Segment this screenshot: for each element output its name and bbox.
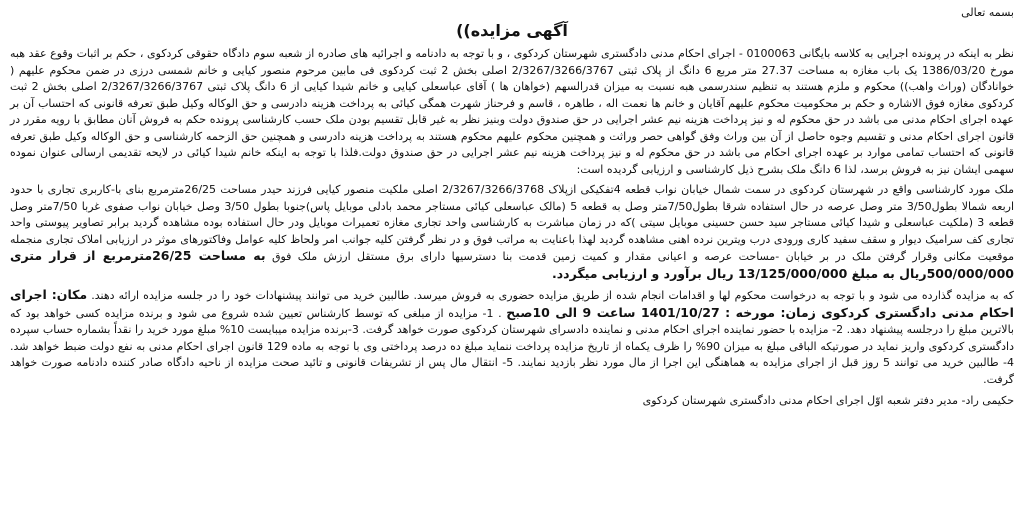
property-description-text: ملک مورد کارشناسی واقع در شهرستان کردکوی در سمت شمال خیابان نواب قطعه 4تفکیکی ازپلاک 2/3267/3266/3768 اصلی ملکیت منصور کیایی فرزند حیدر مساحت 26/25مترمربع بنای با-کاربری تجاری با حدود اربعه شمالا بطول3/50 متر وصل عرصه در حال استفاده شرقا بطول7/50متر وصل به قطعه 5 (مالک عباسعلی کیائی مستاجر محمد بادلی موبایل پاس)جنوبا بطول 3/50 وصل خیابان نواب صفوی غربا 7/50متر وصل قطعه 3 (ملکیت عباسعلی و شیدا کیائی مستاجر سید حسن حسینی موبایل سیتی )که در زمان مباشرت به کارشناسی واحد تجاری مغازه تعمیرات موبایل ودر حال استفاده بوده مشاهده گردید برابر تصاویر پیوستی واحد تجاری کف سرامیک دیوار و سقف سفید کاری ورودی درب ویترین نرده اهنی مشاهده گردید لهذا باعنایت به مراتب فوق و در نظر گرفتن کلیه جوانب امر ولحاظ کلیه عوامل وفاکتورهای موثر در ارزیابی املاک تجاری منجمله موقعیت مکانی وقرار گرفتن ملک در بر خیابان -مساحت عرصه و اعیانی مقدار و کمیت زمین قدمت بنا دسترسیها دارای برق مستقل ارزش ملک فوق به مساحت 26/25مترمربع از قرار متری 500/000/000ریال به مبلغ 13/125/000/000 ریال برآورد و ارزیابی میگردد.: [10, 183, 1015, 281]
valuation-emphasis: به مساحت 26/25مترمربع از قرار متری 500/000/000ریال به مبلغ 13/125/000/000 ریال برآورد و ارزیابی میگردد.: [10, 248, 1014, 281]
bismillah-line: بسمه تعالی: [961, 6, 1014, 19]
case-paragraph: نظر به اینکه در پرونده اجرایی به کلاسه بایگانی 0100063 - اجرای احکام مدنی دادگستری شهرستان کردکوی ، و با توجه به دادنامه و اجرائیه های صادره از شعبه سوم دادگاه حقوقی کردکوی ، حکم بر اثبات وقوع عقد هبه مورخ 1386/03/20 یک باب مغازه به مساحت 27.37 متر مربع 6 دانگ از پلاک ثبتی 2/3267/3266/3767 اصلی بخش 2 ثبت کردکوی فی مابین مرحوم منصور کیایی و خانم شمسی درزی در ضمن محکوم علیهم ( خوانادگان (وراث واهب)) محکوم و ملزم هستند به تنظیم سندرسمی هبه نسبت به میزان قدرالسهم (خواهان ها ) آقای عباسعلی کیایی و خانم شیدا کیایی از 6 دانگ پلاک ثبتی 2/3267/3266/3767 اصلی بخش 2 ثبت کردکوی مغازه فوق الاشاره و حکم بر محکومیت محکوم علیهم آقایان و خانم ها نعمت اله ، طاهره ، قاسم و فرحناز شهرت همگی کیائی به پرداخت هزینه دادرسی و حق الوکاله وکیل طبق تعرفه قانونی که احتساب آن بر عهده اجرای احکام مدنی می باشد در حق محکوم له و نیز پرداخت هزینه نیم عشر اجرایی در حق صندوق دولت وبنیز نظر به غیر قابل تقسیم بودن ملک حسب کارشناسی پرونده حکم به فروش آنان مطابق با رویه مقرر در قانون اجرای احکام مدنی و تقسیم وجوه حاصل از آن بین وراث وفق گواهی حصر وراثت و همچنین محکوم علیهم محکوم هستند به پرداخت هزینه دادرسی و همچنین حق الزحمه کارشناسی و حق الوکاله وکیل طبق تعرفه قانونی که احتساب تمامی موارد بر عهده اجرای احکام می باشد در حق محکوم له و نیز پرداخت هزینه نیم عشر اجرایی در حق صندوق دولت.فلذا با توجه به اینکه خانم شیدا کیائی در لایحه تقدیمی ارسالی عنوان نموده سهمی ایشان نیز به فروش برسد، لذا 6 دانگ ملک بشرح ذیل کارشناسی و ارزیابی گردیده است:: [10, 47, 1015, 176]
auction-terms-text: که به مزایده گذارده می شود و با توجه به درخواست محکوم لها و اقدامات انجام شده از طریق مزایده حضوری به فروش میرسد. طالبین خرید می توانند پیشنهادات خود را در جلسه مزایده ارائه دهند. مکان: اجرای احکام مدنی دادگستری کردکوی زمان: مورخه : 1401/10/27 ساعت 9 الی 10صبح . 1- مزایده از مبلغی که توسط کارشناس تعیین شده شروع می شود و برنده مزایده کسی خواهد بود که بالاترین مبلغ را درجلسه پیشنهاد دهد. 2- مزایده با حضور نماینده اجرای احکام مدنی و نماینده دادسرای شهرستان کردکوی صورت خواهد گرفت. 3-برنده مزایده میبایست 10% مبلغ مورد خرید را نقداً بشماره حساب سپرده دادگستری کردکوی واریز نماید در صورتیکه الباقی مبلغ به میزان 90% را ظرف یکماه از تاریخ مزایده پرداخت ننماید مبلغ ده درصد پرداختی وی با توجه به ماده 129 قانون اجرای احکام مدنی به نفع دولت ضبط خواهد شد. 4- طالبین خرید می توانند 5 روز قبل از اجرای مزایده به هماهنگی این اجرا از مال مورد نظر بازدید نمایند. 5- انتقال مال پس از تشریفات قانونی و تائید صحت مزایده از ناحیه دادگاه صادر کننده دادنامه صورت خواهد گرفت.: [10, 287, 1014, 386]
notice-title: آگهی مزایده)): [456, 21, 568, 40]
schedule-emphasis: مکان: اجرای احکام مدنی دادگستری کردکوی زمان: مورخه : 1401/10/27 ساعت 9 الی 10صبح: [10, 287, 1014, 320]
auction-terms-paragraph: [10, 287, 1014, 388]
signature-line: حکیمی راد- مدیر دفتر شعبه اوّل اجرای احکام مدنی دادگستری شهرستان کردکوی: [642, 394, 1014, 407]
property-description-paragraph: [10, 182, 1014, 283]
